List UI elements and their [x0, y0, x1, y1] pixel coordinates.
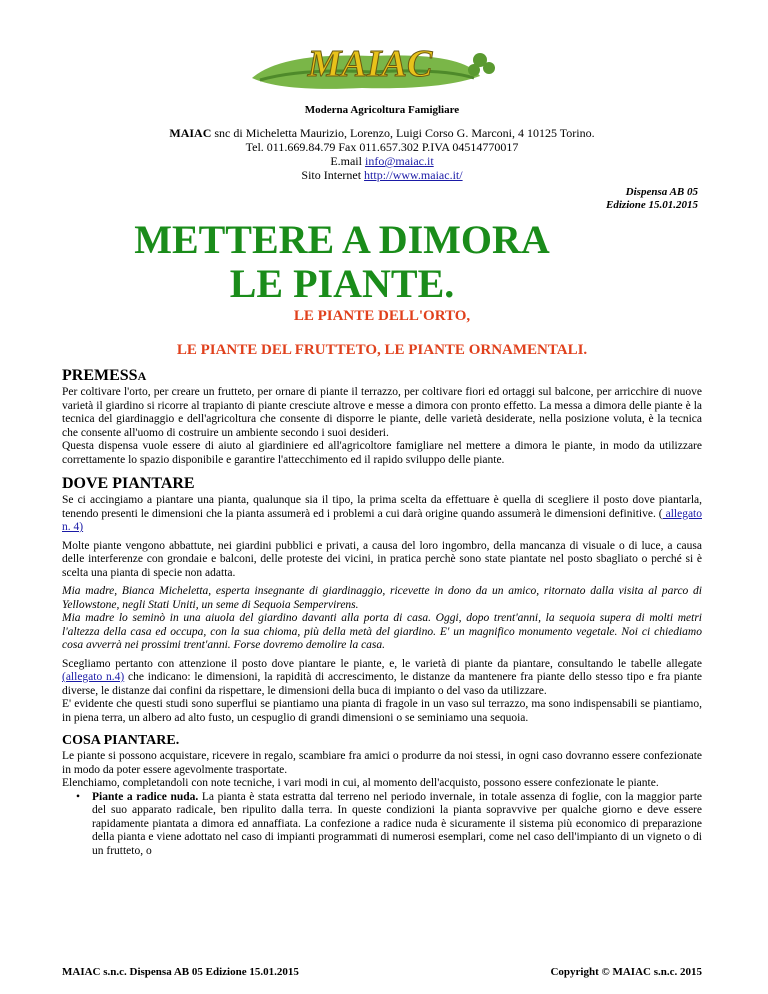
premessa-text: Per coltivare l'orto, per creare un frutteto, per ornare di piante il terrazzo, per coltivare fiori ed ortaggi sul balcone, per arricchire di nuove varietà il giardino si ricorre al trapianto di piante cresciute altrove e messe a dimora con pronto effetto. La messa a dimora delle piante è la tecnica del giardinaggio e dell'agricoltura che consente di disporre le piante, delle varietà desiderate, nella posizione voluta, è la tecnica che consente all'uomo di costruire un ambiente secondo i suoi desideri. Questa dispensa vuole essere di aiuto al giardiniere ed all'agricoltore famigliare nel mettere a dimora le piante, in modo da utilizzare correttamente lo spazio disponibile e garantire l'attecchimento ed il rapido sviluppo delle piante.	[62, 386, 702, 466]
document-body	[62, 366, 702, 858]
footer-copyright: Copyright © MAIAC s.n.c. 2015	[550, 966, 702, 978]
site-label: Sito Internet	[301, 168, 365, 182]
cosa-paragraph: Le piante si possono acquistare, ricevere in regalo, scambiare fra amici o produrre da noi stessi, in ogni caso dovranno essere confezionate in modo da poter essere agevolmente trasportate. Elenchiamo, completandoli con note tecniche, i vari modi in cui, al momento dell'acquisto, possono essere confezionate le piante.	[62, 750, 702, 789]
document-reference	[606, 186, 698, 212]
subtitle-2: LE PIANTE DEL FRUTTETO, LE PIANTE ORNAMENTALI.	[176, 342, 588, 358]
sequoia-anecdote: Mia madre, Bianca Micheletta, esperta insegnante di giardinaggio, ricevette in dono da un amico, ritornato dalla visita al parco di Yellowstone, negli Stati Uniti, un seme di Sequoia Sempervirens. Mia madre lo seminò in una aiuola del giardino davanti alla porta di casa. Oggi, dopo trent'anni, la sequoia supera di molti metri l'altezza della casa ed occupa, con la sua chioma, più della metà del giardino. E' un magnifico monumento vegetale. Noi ci chiediamo cosa avverrà nei prossimi trent'anni. Forse dovremo demolire la casa.	[62, 585, 702, 651]
page-footer	[62, 966, 702, 978]
page-title	[122, 218, 562, 306]
email-link[interactable]: info@maiac.it	[364, 154, 434, 168]
company-address: snc di Micheletta Maurizio, Lorenzo, Luigi Corso G. Marconi, 4 10125 Torino.	[211, 126, 595, 140]
dove-paragraph-2: Molte piante vengono abbattute, nei giardini pubblici e privati, a causa del loro ingombro, della mancanza di visuale o di luce, a causa delle interferenze con grondaie e balconi, delle proteste dei vicini, in pratica perchè sono state piantate nel posto sbagliato o perché si è scelta una pianta di specie non adatta.	[62, 539, 702, 579]
premessa-heading: PREMESSA	[62, 367, 147, 384]
allegato-4-link[interactable]: allegato n. 4)	[62, 507, 702, 533]
maiac-logo	[242, 38, 502, 96]
packaging-list	[62, 791, 702, 859]
edition-date: Edizione 15.01.2015	[606, 199, 698, 211]
address-block	[62, 126, 702, 182]
dove-paragraph-3: Scegliamo pertanto con attenzione il posto dove piantare le piante, e, le varietà di piante da piantare, consultando le tabelle allegate (allegato n.4) che indicano: le dimensioni, la rapidità di accrescimento, le distanze da mantenere fra piante dello stesso tipo e fra piante diverse, le distanze dai confini da rispettare, le dimensioni della buca di impianto o del vaso da utilizzare. E' evidente che questi studi sono superflui se piantiamo una pianta di fragole in un vaso sul terrazzo, ma sono indispensabili se piantiamo, in piena terra, un albero ad alto fusto, un cespuglio di grandi dimensioni o se seminiamo una sequoia.	[62, 657, 703, 724]
email-label: E.mail	[330, 154, 365, 168]
footer-left: MAIAC s.n.c. Dispensa AB 05 Edizione 15.01.2015	[62, 966, 299, 978]
dove-paragraph-1: Se ci accingiamo a piantare una pianta, qualunque sia il tipo, la prima scelta da effettuare è quella di scegliere il posto dove piantarla, tenendo presenti le dimensioni che la pianta assumerà ed i problemi a cui darà origine quando assumerà le dimensioni definitive. ( allegato n. 4)	[62, 494, 702, 533]
list-item: • Piante a radice nuda. La pianta è stata estratta dal terreno nel periodo invernale, in totale assenza di foglie, con la maggior parte del suo apparato radicale, ben ripulito dalla terra. In queste condizioni la pianta sopravvive per qualche giorno e deve essere rapidamente piantata a dimora ed annaffiata. La confezione a radice nuda è sicuramente il sistema più economico di preparazione della pianta e viene adottato nel caso di impianti programmati di numerosi esemplari, come nel caso dell'impianto di un vigneto o di un frutteto, o	[92, 791, 702, 859]
title-line-1: METTERE A DIMORA	[134, 217, 550, 262]
dove-heading: DOVE PIANTARE	[62, 475, 195, 492]
cosa-heading: COSA PIANTARE.	[62, 733, 180, 748]
company-name: MAIAC	[169, 126, 212, 140]
allegato-4-link-2[interactable]: (allegato n.4)	[62, 671, 125, 683]
title-line-2: LE PIANTE.	[229, 261, 455, 306]
logo-text: MAIAC	[307, 43, 433, 85]
website-link[interactable]: http://www.maiac.it/	[364, 168, 463, 182]
subtitle-1: LE PIANTE DELL'ORTO,	[293, 308, 471, 324]
dispensa-number: Dispensa AB 05	[625, 186, 698, 198]
phone-line: Tel. 011.669.84.79 Fax 011.657.302 P.IVA 04514770017	[245, 140, 519, 154]
tagline: Moderna Agricoltura Famigliare	[304, 104, 460, 116]
